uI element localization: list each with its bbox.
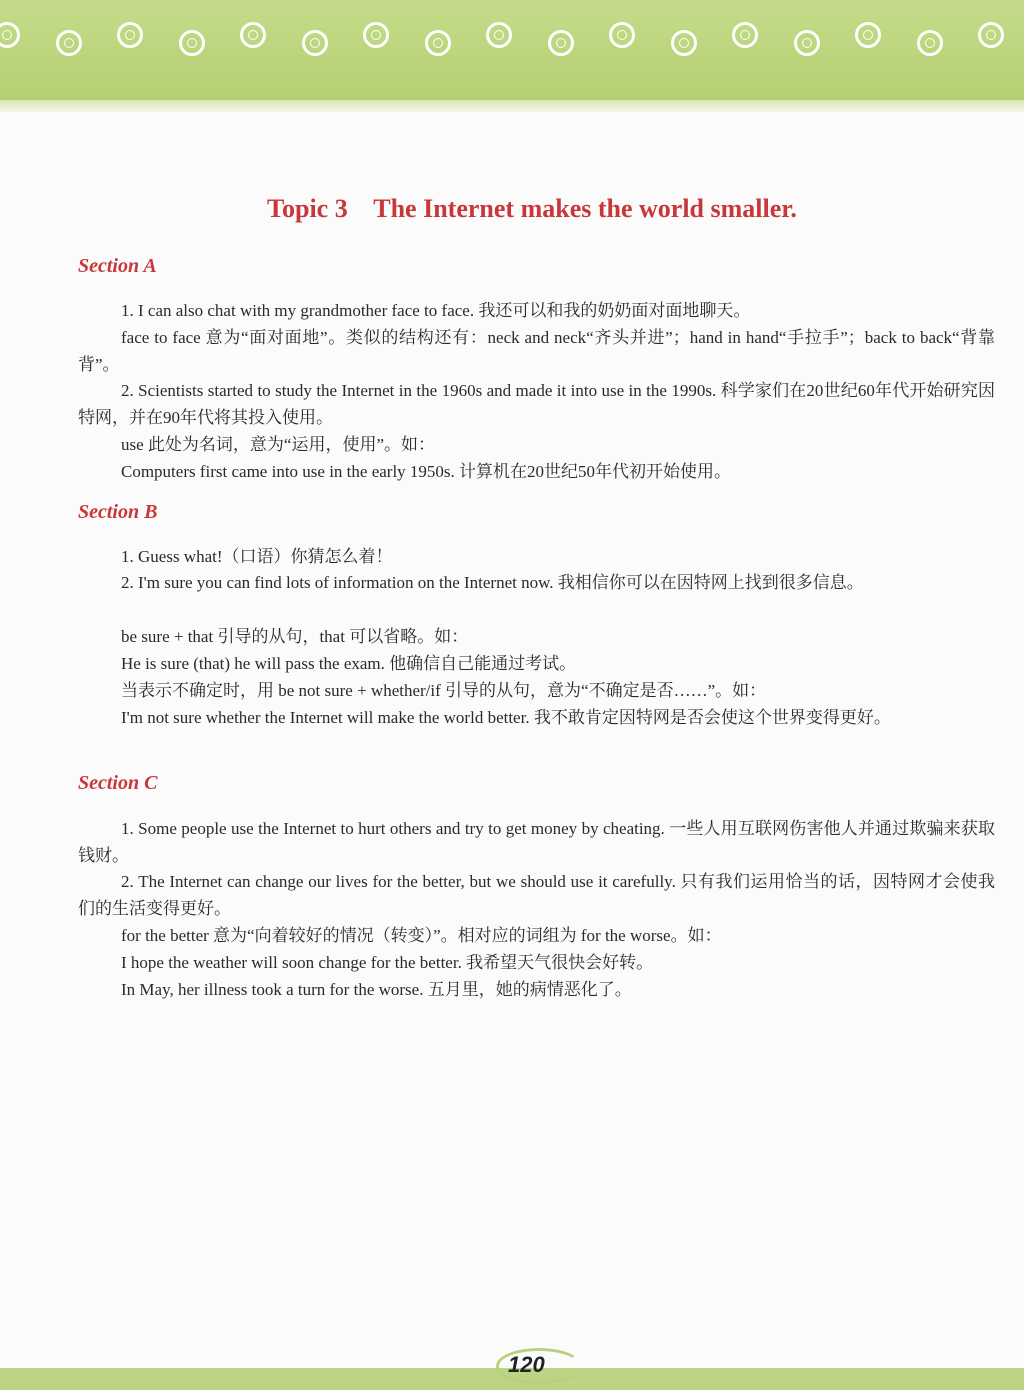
section-a-heading: Section A [78,255,157,277]
section-a-paragraph: use 此处为名词，意为“运用，使用”。如： [121,435,436,454]
circle-ornament-icon [609,22,635,48]
section-c-paragraph: In May, her illness took a turn for the worse. 五月里，她的病情恶化了。 [121,980,632,999]
section-a-paragraph: face to face 意为“面对面地”。类似的结构还有：neck and neck“齐头并进”；hand in hand“手拉手”；back to back“背靠背”。 [78,328,995,374]
circle-ornament-icon [302,30,328,56]
circle-ornament-icon [363,22,389,48]
section-a-paragraph: 2. Scientists started to study the Internet in the 1960s and made it into use in the 1990s. 科学家们在20世纪60年代开始研究因特网，并在90年代将其投入使用。 [78,381,995,427]
section-a-paragraph: Computers first came into use in the early 1950s. 计算机在20世纪50年代初开始使用。 [121,462,732,481]
section-c-heading: Section C [78,772,158,794]
circle-ornament-icon [855,22,881,48]
header-decoration-strip [0,100,1024,112]
section-c-paragraph: 2. The Internet can change our lives for the better, but we should use it carefully. 只有我们运用恰当的话，因特网才会使我们的生活变得更好。 [78,872,995,918]
circle-ornament-icon [548,30,574,56]
page-number: 120 [508,1352,545,1377]
section-b-paragraph: 当表示不确定时，用 be not sure + whether/if 引导的从句，意为“不确定是否……”。如： [121,681,767,700]
section-c-paragraph: 1. Some people use the Internet to hurt others and try to get money by cheating. 一些人用互联网伤害他人并通过欺骗来获取钱财。 [78,819,995,865]
section-b-paragraph: be sure + that 引导的从句，that 可以省略。如： [121,627,469,646]
section-b-heading: Section B [78,501,158,523]
circle-ornament-icon [671,30,697,56]
section-b-paragraph: He is sure (that) he will pass the exam. 他确信自己能通过考试。 [121,654,577,673]
section-a-paragraph: 1. I can also chat with my grandmother face to face. 我还可以和我的奶奶面对面地聊天。 [121,301,751,320]
circle-ornament-icon [732,22,758,48]
circle-ornament-icon [978,22,1004,48]
circle-ornament-icon [425,30,451,56]
section-b-paragraph: 2. I'm sure you can find lots of information on the Internet now. 我相信你可以在因特网上找到很多信息。 [121,573,864,592]
circle-ornament-icon [486,22,512,48]
section-b-paragraph: 1. Guess what!（口语）你猜怎么着！ [121,547,393,566]
header-decoration-band [0,0,1024,100]
circle-ornament-icon [917,30,943,56]
section-c-paragraph: for the better 意为“向着较好的情况（转变）”。相对应的词组为 for the worse。如： [121,926,722,945]
section-b-paragraph: I'm not sure whether the Internet will make the world better. 我不敢肯定因特网是否会使这个世界变得更好。 [121,708,891,727]
circle-ornament-icon [179,30,205,56]
section-c-paragraph: I hope the weather will soon change for the better. 我希望天气很快会好转。 [121,953,654,972]
circle-ornament-icon [56,30,82,56]
page-title: Topic 3 The Internet makes the world smaller. [267,194,797,223]
circle-ornament-icon [117,22,143,48]
circle-ornament-icon [240,22,266,48]
circle-ornament-icon [794,30,820,56]
